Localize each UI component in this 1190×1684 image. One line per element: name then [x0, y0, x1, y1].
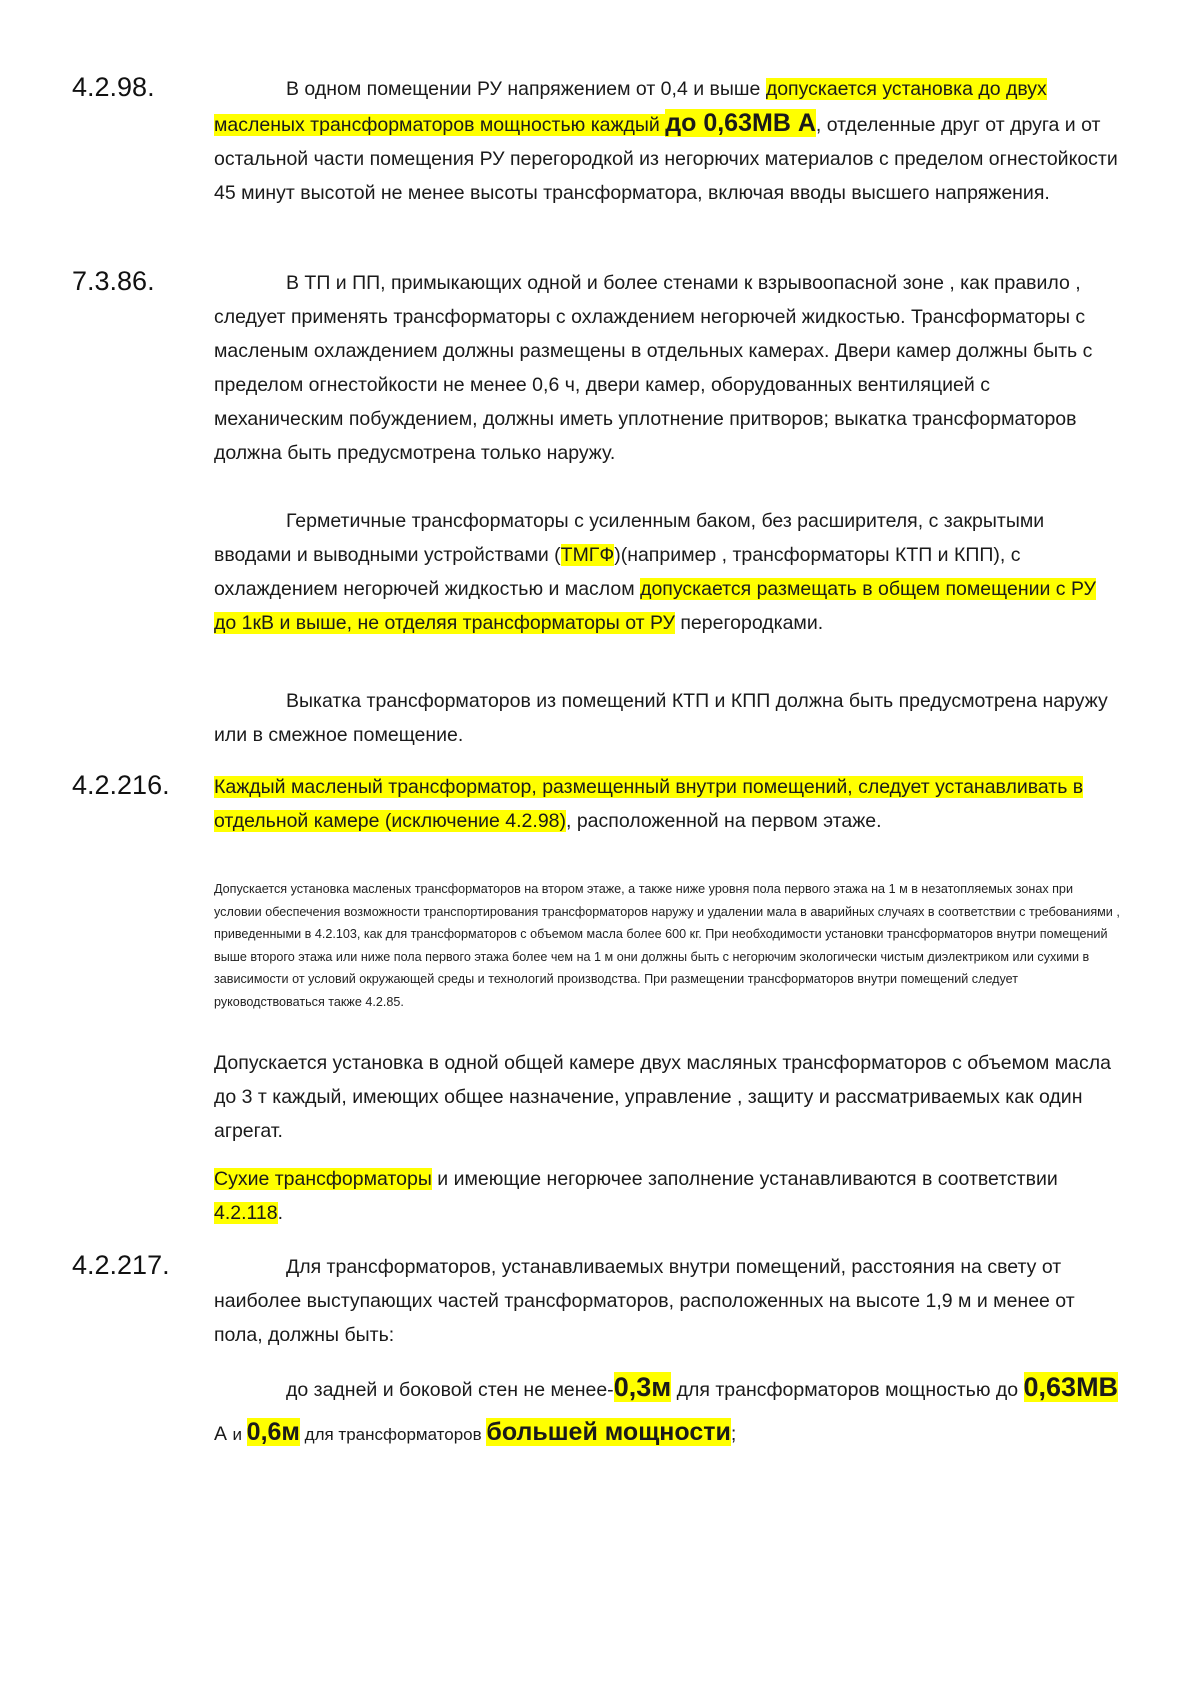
text-run: перегородками.	[674, 612, 824, 634]
text-run: В одном помещении РУ напряжением от 0,4 и выше	[286, 78, 766, 100]
paragraph: Допускается установка в одной общей камере двух масляных трансформаторов с объемом масла до 3 т каждый, имеющих общее назначение, управление , защиту и рассматриваемых как один агрегат.	[214, 1052, 1111, 1142]
highlight-bold: 0,63МВ	[1023, 1372, 1119, 1402]
text-run: .	[277, 1202, 284, 1224]
section-text	[214, 1162, 1120, 1230]
text-run: А	[214, 1423, 233, 1445]
paragraph	[214, 72, 1120, 210]
section-text	[214, 770, 1120, 838]
paragraph: Выкатка трансформаторов из помещений КТП и КПП должна быть предусмотрена наружу или в смежное помещение.	[214, 690, 1108, 746]
text-run: , отделенные друг от друга и от остальной части помещения РУ перегородкой из негорючих материалов с пределом огнестойкости 45 минут высотой не менее высоты трансформатора, включая вводы высшего напряжения.	[214, 114, 1118, 204]
text-run: для трансформаторов	[299, 1425, 487, 1444]
section-number: 4.2.98.	[72, 72, 155, 102]
section-number: 4.2.217.	[72, 1250, 170, 1280]
section-text	[214, 266, 1120, 470]
paragraph	[214, 504, 1120, 640]
text-run: , расположенной на первом этаже.	[566, 810, 882, 832]
highlight-bold: 0,3м	[613, 1372, 672, 1402]
paragraph: Для трансформаторов, устанавливаемых внутри помещений, расстояния на свету от наиболее выступающих частей трансформаторов, расположенных на высоте 1,9 м и менее от пола, должны быть:	[214, 1256, 1075, 1346]
paragraph	[214, 770, 1120, 838]
paragraph	[214, 1366, 1120, 1456]
paragraph: В ТП и ПП, примыкающих одной и более стенами к взрывоопасной зоне , как правило , следует применять трансформаторы с охлаждением негорючей жидкостью. Трансформаторы с масленым охлаждением должны размещены в отдельных камерах. Двери камер должны быть с пределом огнестойкости не менее 0,6 ч, двери камер, оборудованных вентиляцией с механическим побуждением, должны иметь уплотнение притворов; выкатка трансформаторов должна быть предусмотрена только наружу.	[214, 272, 1093, 464]
text-run: ;	[730, 1423, 737, 1445]
text-run: Герметичные трансформаторы с усиленным баком, без расширителя, с закрытыми вводами и выводными устройствами (	[214, 510, 1045, 566]
section-text	[214, 1366, 1120, 1456]
section-number: 4.2.216.	[72, 770, 170, 800]
section-text	[214, 1046, 1120, 1148]
highlight: допускается установка до двух масленых трансформаторов мощностью каждый	[214, 78, 1047, 136]
text-run: и	[232, 1425, 247, 1444]
section-text	[214, 684, 1120, 752]
highlight: Каждый масленый трансформатор, размещенный внутри помещений, следует устанавливать в отдельной камере (исключение 4.2.98)	[214, 776, 1084, 832]
highlight-bold: 0,6м	[246, 1418, 300, 1446]
small-print-paragraph: Допускается установка масленых трансформаторов на втором этаже, а также ниже уровня пола первого этажа на 1 м в незатопляемых зонах при условии обеспечения возможности транспортирования трансформаторов наружу и удалении мала в аварийных случаях в соответствии с требованиями , приведенными в 4.2.103, как для трансформаторов с объемом масла более 600 кг. При необходимости установки трансформаторов внутри помещений выше второго этажа или ниже пола первого этажа более чем на 1 м они должны быть с негорючим экологически чистым диэлектриком или сухими в зависимости от условий окружающей среды и технологий производства. При размещении трансформаторов внутри помещений следует руководствоваться также 4.2.85.	[214, 882, 1120, 1009]
highlight: допускается размещать в общем помещении с РУ до 1кВ и выше, не отделяя трансформаторы от РУ	[214, 578, 1096, 634]
paragraph	[214, 1162, 1120, 1230]
highlight: 4.2.118	[214, 1202, 278, 1224]
highlight: Сухие трансформаторы	[214, 1168, 432, 1190]
text-run: )(например , трансформаторы КТП и КПП), с охлаждением негорючей жидкостью и маслом	[214, 544, 1021, 600]
section-number: 7.3.86.	[72, 266, 155, 296]
section-text	[214, 1250, 1120, 1352]
highlight-bold: большей мощности	[486, 1418, 731, 1446]
section-text	[214, 72, 1120, 210]
highlight: ТМГФ	[560, 544, 615, 566]
text-run: и имеющие негорючее заполнение устанавливаются в соответствии	[431, 1168, 1058, 1190]
highlight-bold: до 0,63МВ А	[665, 109, 816, 137]
text-run: для трансформаторов мощностью до	[671, 1379, 1024, 1401]
section-text	[214, 504, 1120, 640]
text-run: до задней и боковой стен не менее-	[286, 1379, 614, 1401]
